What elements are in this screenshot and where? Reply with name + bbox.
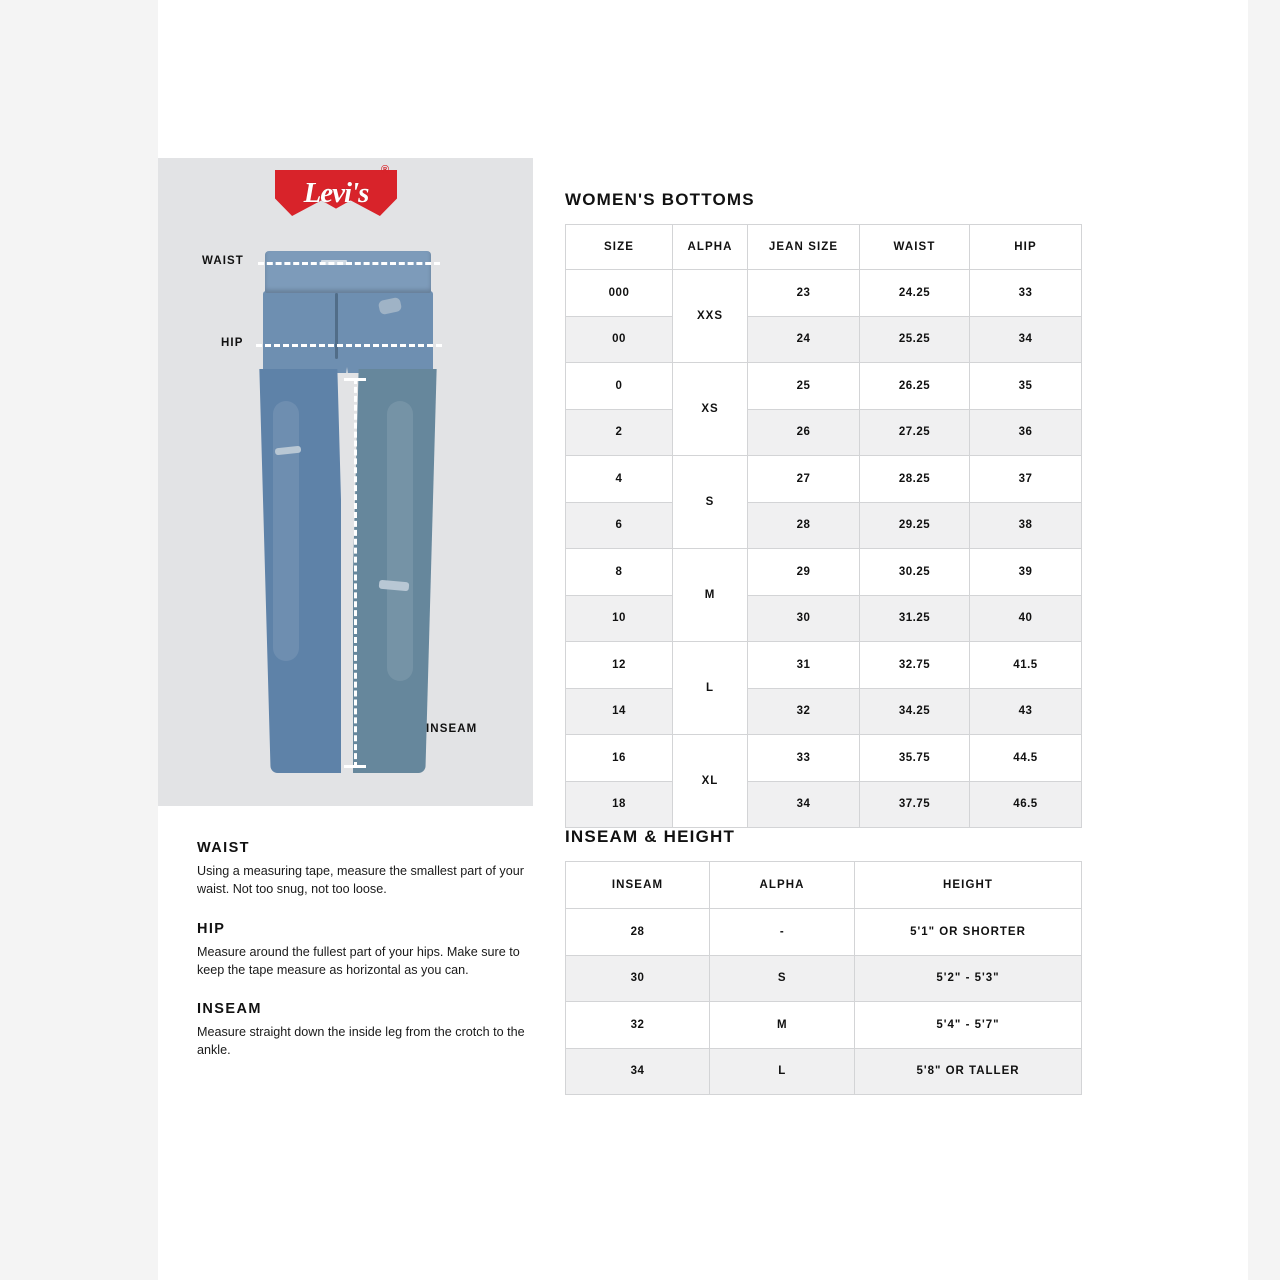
inseam-height-title: INSEAM & HEIGHT — [565, 827, 736, 846]
instruction-body-hip: Measure around the fullest part of your hips. Make sure to keep the tape measure as horizontal as you can. — [197, 944, 520, 977]
jeans-hip — [263, 291, 433, 373]
table-row — [566, 781, 1082, 828]
cell-hip: 40 — [970, 595, 1082, 642]
table-row — [566, 688, 1082, 735]
table-row — [566, 735, 1082, 782]
cell-waist: 25.25 — [860, 316, 970, 363]
instruction-heading-inseam: INSEAM — [197, 1001, 262, 1017]
table-row — [566, 316, 1082, 363]
cell-size: 6 — [566, 502, 673, 549]
cell-alpha: M — [673, 549, 748, 642]
cell-inseam: 34 — [566, 1048, 710, 1095]
levis-logo — [275, 164, 397, 224]
cell-hip: 39 — [970, 549, 1082, 596]
col-hip: HIP — [970, 225, 1082, 270]
cell-size: 16 — [566, 735, 673, 782]
womens-bottoms-table — [565, 224, 1082, 828]
hip-label: HIP — [221, 337, 244, 349]
cell-height: 5'2" - 5'3" — [855, 955, 1082, 1002]
cell-alpha: S — [710, 955, 855, 1002]
cell-hip: 33 — [970, 270, 1082, 317]
cell-alpha: - — [710, 909, 855, 956]
col-height: HEIGHT — [855, 862, 1082, 909]
jeans-crotch — [339, 367, 355, 427]
table-header-row — [566, 225, 1082, 270]
cell-alpha: XXS — [673, 270, 748, 363]
cell-size: 2 — [566, 409, 673, 456]
womens-bottoms-section — [565, 190, 1081, 828]
cell-jean-size: 32 — [748, 688, 860, 735]
cell-inseam: 32 — [566, 1002, 710, 1049]
cell-alpha: L — [673, 642, 748, 735]
cell-size: 00 — [566, 316, 673, 363]
col-waist: WAIST — [860, 225, 970, 270]
cell-hip: 34 — [970, 316, 1082, 363]
cell-height: 5'8" OR TALLER — [855, 1048, 1082, 1095]
cell-waist: 29.25 — [860, 502, 970, 549]
cell-waist: 31.25 — [860, 595, 970, 642]
inseam-height-table — [565, 861, 1082, 1095]
cell-hip: 44.5 — [970, 735, 1082, 782]
inseam-guide-top-cap — [344, 378, 366, 381]
cell-hip: 36 — [970, 409, 1082, 456]
table-row — [566, 909, 1082, 956]
cell-hip: 46.5 — [970, 781, 1082, 828]
jeans-shade-left — [273, 401, 299, 661]
cell-waist: 32.75 — [860, 642, 970, 689]
instruction-heading-hip: HIP — [197, 920, 226, 937]
cell-jean-size: 26 — [748, 409, 860, 456]
product-diagram-panel — [158, 158, 533, 806]
cell-alpha: S — [673, 456, 748, 549]
table-row — [566, 1002, 1082, 1049]
cell-height: 5'1" OR SHORTER — [855, 909, 1082, 956]
cell-hip: 43 — [970, 688, 1082, 735]
cell-inseam: 28 — [566, 909, 710, 956]
table-row — [566, 409, 1082, 456]
cell-jean-size: 30 — [748, 595, 860, 642]
col-alpha: ALPHA — [710, 862, 855, 909]
inseam-guide-line — [354, 378, 357, 768]
page-right-margin — [1248, 0, 1280, 1280]
hip-guide-line — [256, 344, 442, 347]
cell-jean-size: 24 — [748, 316, 860, 363]
table-row — [566, 456, 1082, 503]
cell-size: 8 — [566, 549, 673, 596]
cell-jean-size: 31 — [748, 642, 860, 689]
waist-label: WAIST — [202, 255, 244, 267]
col-jean-size: JEAN SIZE — [748, 225, 860, 270]
cell-jean-size: 25 — [748, 363, 860, 410]
levis-wordmark: Levi's — [303, 176, 369, 209]
jeans-waistband — [265, 251, 431, 293]
cell-size: 18 — [566, 781, 673, 828]
cell-waist: 37.75 — [860, 781, 970, 828]
registered-trademark-icon: ® — [381, 164, 390, 176]
jeans-fly-seam — [335, 293, 338, 359]
table-row — [566, 549, 1082, 596]
cell-size: 14 — [566, 688, 673, 735]
cell-waist: 34.25 — [860, 688, 970, 735]
table-row — [566, 955, 1082, 1002]
table-row — [566, 363, 1082, 410]
jeans-illustration — [253, 251, 443, 781]
instruction-heading-waist: WAIST — [197, 840, 250, 856]
inseam-label: INSEAM — [426, 723, 478, 735]
table-header-row — [566, 862, 1082, 909]
cell-jean-size: 29 — [748, 549, 860, 596]
cell-alpha: XS — [673, 363, 748, 456]
cell-hip: 41.5 — [970, 642, 1082, 689]
cell-hip: 37 — [970, 456, 1082, 503]
cell-hip: 35 — [970, 363, 1082, 410]
cell-jean-size: 33 — [748, 735, 860, 782]
cell-size: 4 — [566, 456, 673, 503]
instruction-body-waist: Using a measuring tape, measure the smallest part of your waist. Not too snug, not too loose. — [197, 864, 524, 897]
cell-jean-size: 34 — [748, 781, 860, 828]
instruction-body-inseam: Measure straight down the inside leg from the crotch to the ankle. — [197, 1025, 525, 1058]
cell-hip: 38 — [970, 502, 1082, 549]
jeans-shade-right — [387, 401, 413, 681]
table-row — [566, 642, 1082, 689]
womens-bottoms-title: WOMEN'S BOTTOMS — [565, 190, 755, 209]
col-inseam: INSEAM — [566, 862, 710, 909]
page-left-margin — [0, 0, 158, 1280]
cell-waist: 24.25 — [860, 270, 970, 317]
jeans-leg-gap — [341, 421, 353, 773]
table-row — [566, 1048, 1082, 1095]
inseam-height-section — [565, 827, 1081, 1095]
cell-waist: 30.25 — [860, 549, 970, 596]
cell-jean-size: 28 — [748, 502, 860, 549]
cell-height: 5'4" - 5'7" — [855, 1002, 1082, 1049]
cell-size: 12 — [566, 642, 673, 689]
cell-waist: 35.75 — [860, 735, 970, 782]
cell-alpha: L — [710, 1048, 855, 1095]
col-alpha: ALPHA — [673, 225, 748, 270]
table-row — [566, 595, 1082, 642]
waist-guide-line — [258, 262, 440, 265]
measuring-instructions — [197, 840, 537, 1060]
cell-alpha: XL — [673, 735, 748, 828]
cell-waist: 28.25 — [860, 456, 970, 503]
cell-size: 000 — [566, 270, 673, 317]
inseam-guide-bottom-cap — [344, 765, 366, 768]
cell-waist: 27.25 — [860, 409, 970, 456]
cell-inseam: 30 — [566, 955, 710, 1002]
table-row — [566, 502, 1082, 549]
cell-jean-size: 23 — [748, 270, 860, 317]
cell-waist: 26.25 — [860, 363, 970, 410]
cell-size: 10 — [566, 595, 673, 642]
col-size: SIZE — [566, 225, 673, 270]
cell-size: 0 — [566, 363, 673, 410]
cell-alpha: M — [710, 1002, 855, 1049]
table-row — [566, 270, 1082, 317]
cell-jean-size: 27 — [748, 456, 860, 503]
